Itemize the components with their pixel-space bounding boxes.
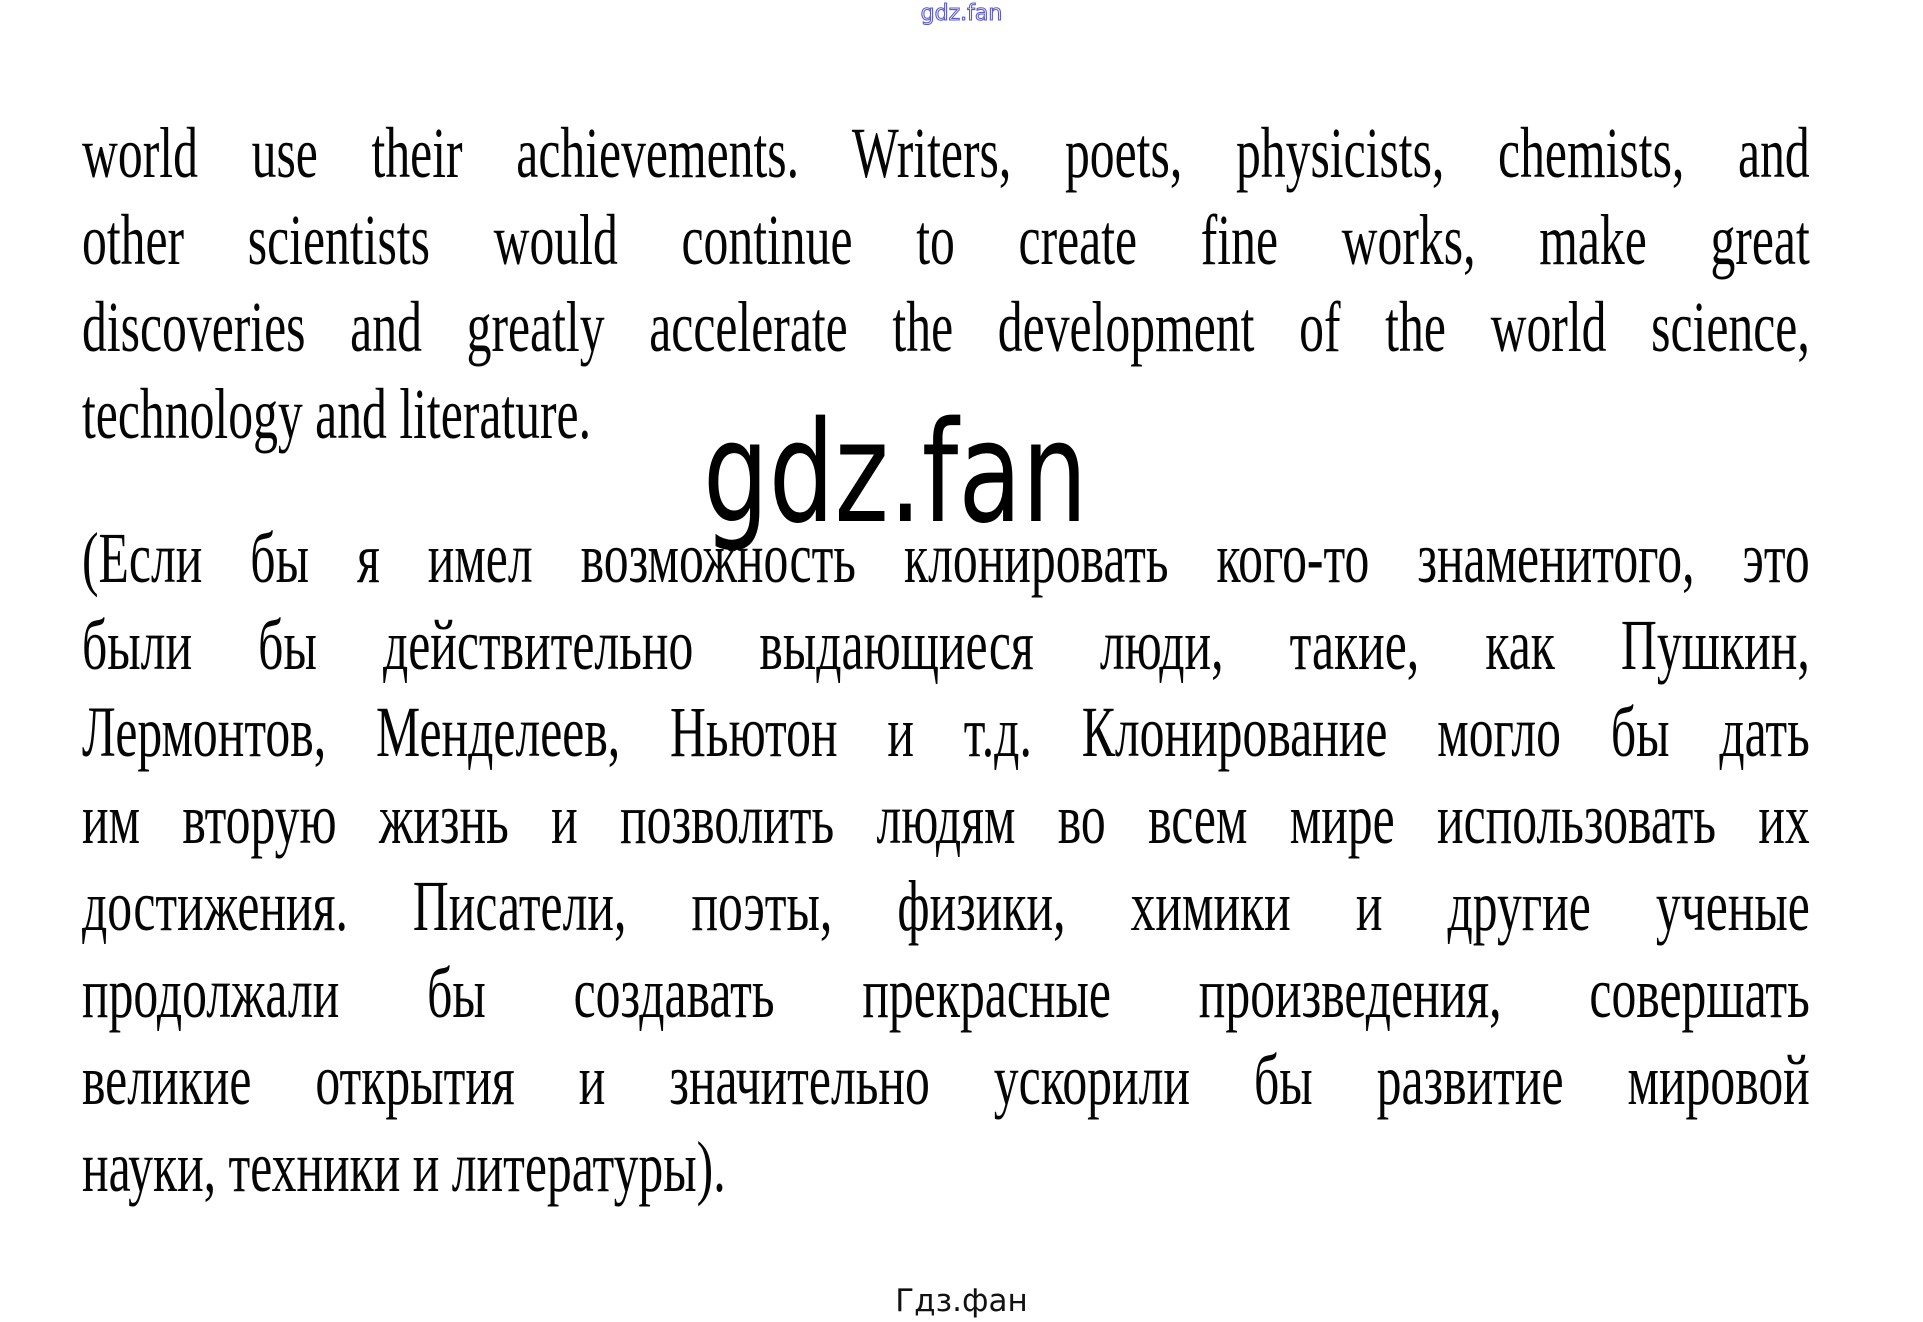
russian-text-line: великие открытия и значительно ускорили бы развитие мировой [82, 1040, 1810, 1120]
russian-text-line: были бы действительно выдающиеся люди, такие, как Пушкин, [82, 605, 1810, 685]
english-text-line: world use their achievements. Writers, poets, physicists, chemists, and [82, 113, 1810, 193]
russian-text-line: науки, техники и литературы). [82, 1127, 726, 1207]
russian-paragraph [82, 515, 1810, 1211]
russian-text-line: достижения. Писатели, поэты, физики, химики и другие ученые [82, 866, 1810, 946]
russian-text-line: Лермонтов, Менделеев, Ньютон и т.д. Клонирование могло бы дать [82, 692, 1810, 772]
english-text-line: discoveries and greatly accelerate the development of the world science, [82, 287, 1810, 367]
footer-brand: Гдз.фан [895, 1283, 1028, 1319]
top-watermark: gdz.fan [920, 1, 1003, 26]
russian-text-line: им вторую жизнь и позволить людям во всем мире использовать их [82, 779, 1810, 859]
english-text-line: technology and literature. [82, 374, 592, 454]
english-text-line: other scientists would continue to create fine works, make great [82, 200, 1810, 280]
center-watermark: gdz.fan [703, 392, 1088, 555]
russian-text-line: продолжали бы создавать прекрасные произведения, совершать [82, 953, 1810, 1033]
russian-text-line: (Если бы я имел возможность клонировать кого-то знаменитого, это [82, 518, 1810, 598]
